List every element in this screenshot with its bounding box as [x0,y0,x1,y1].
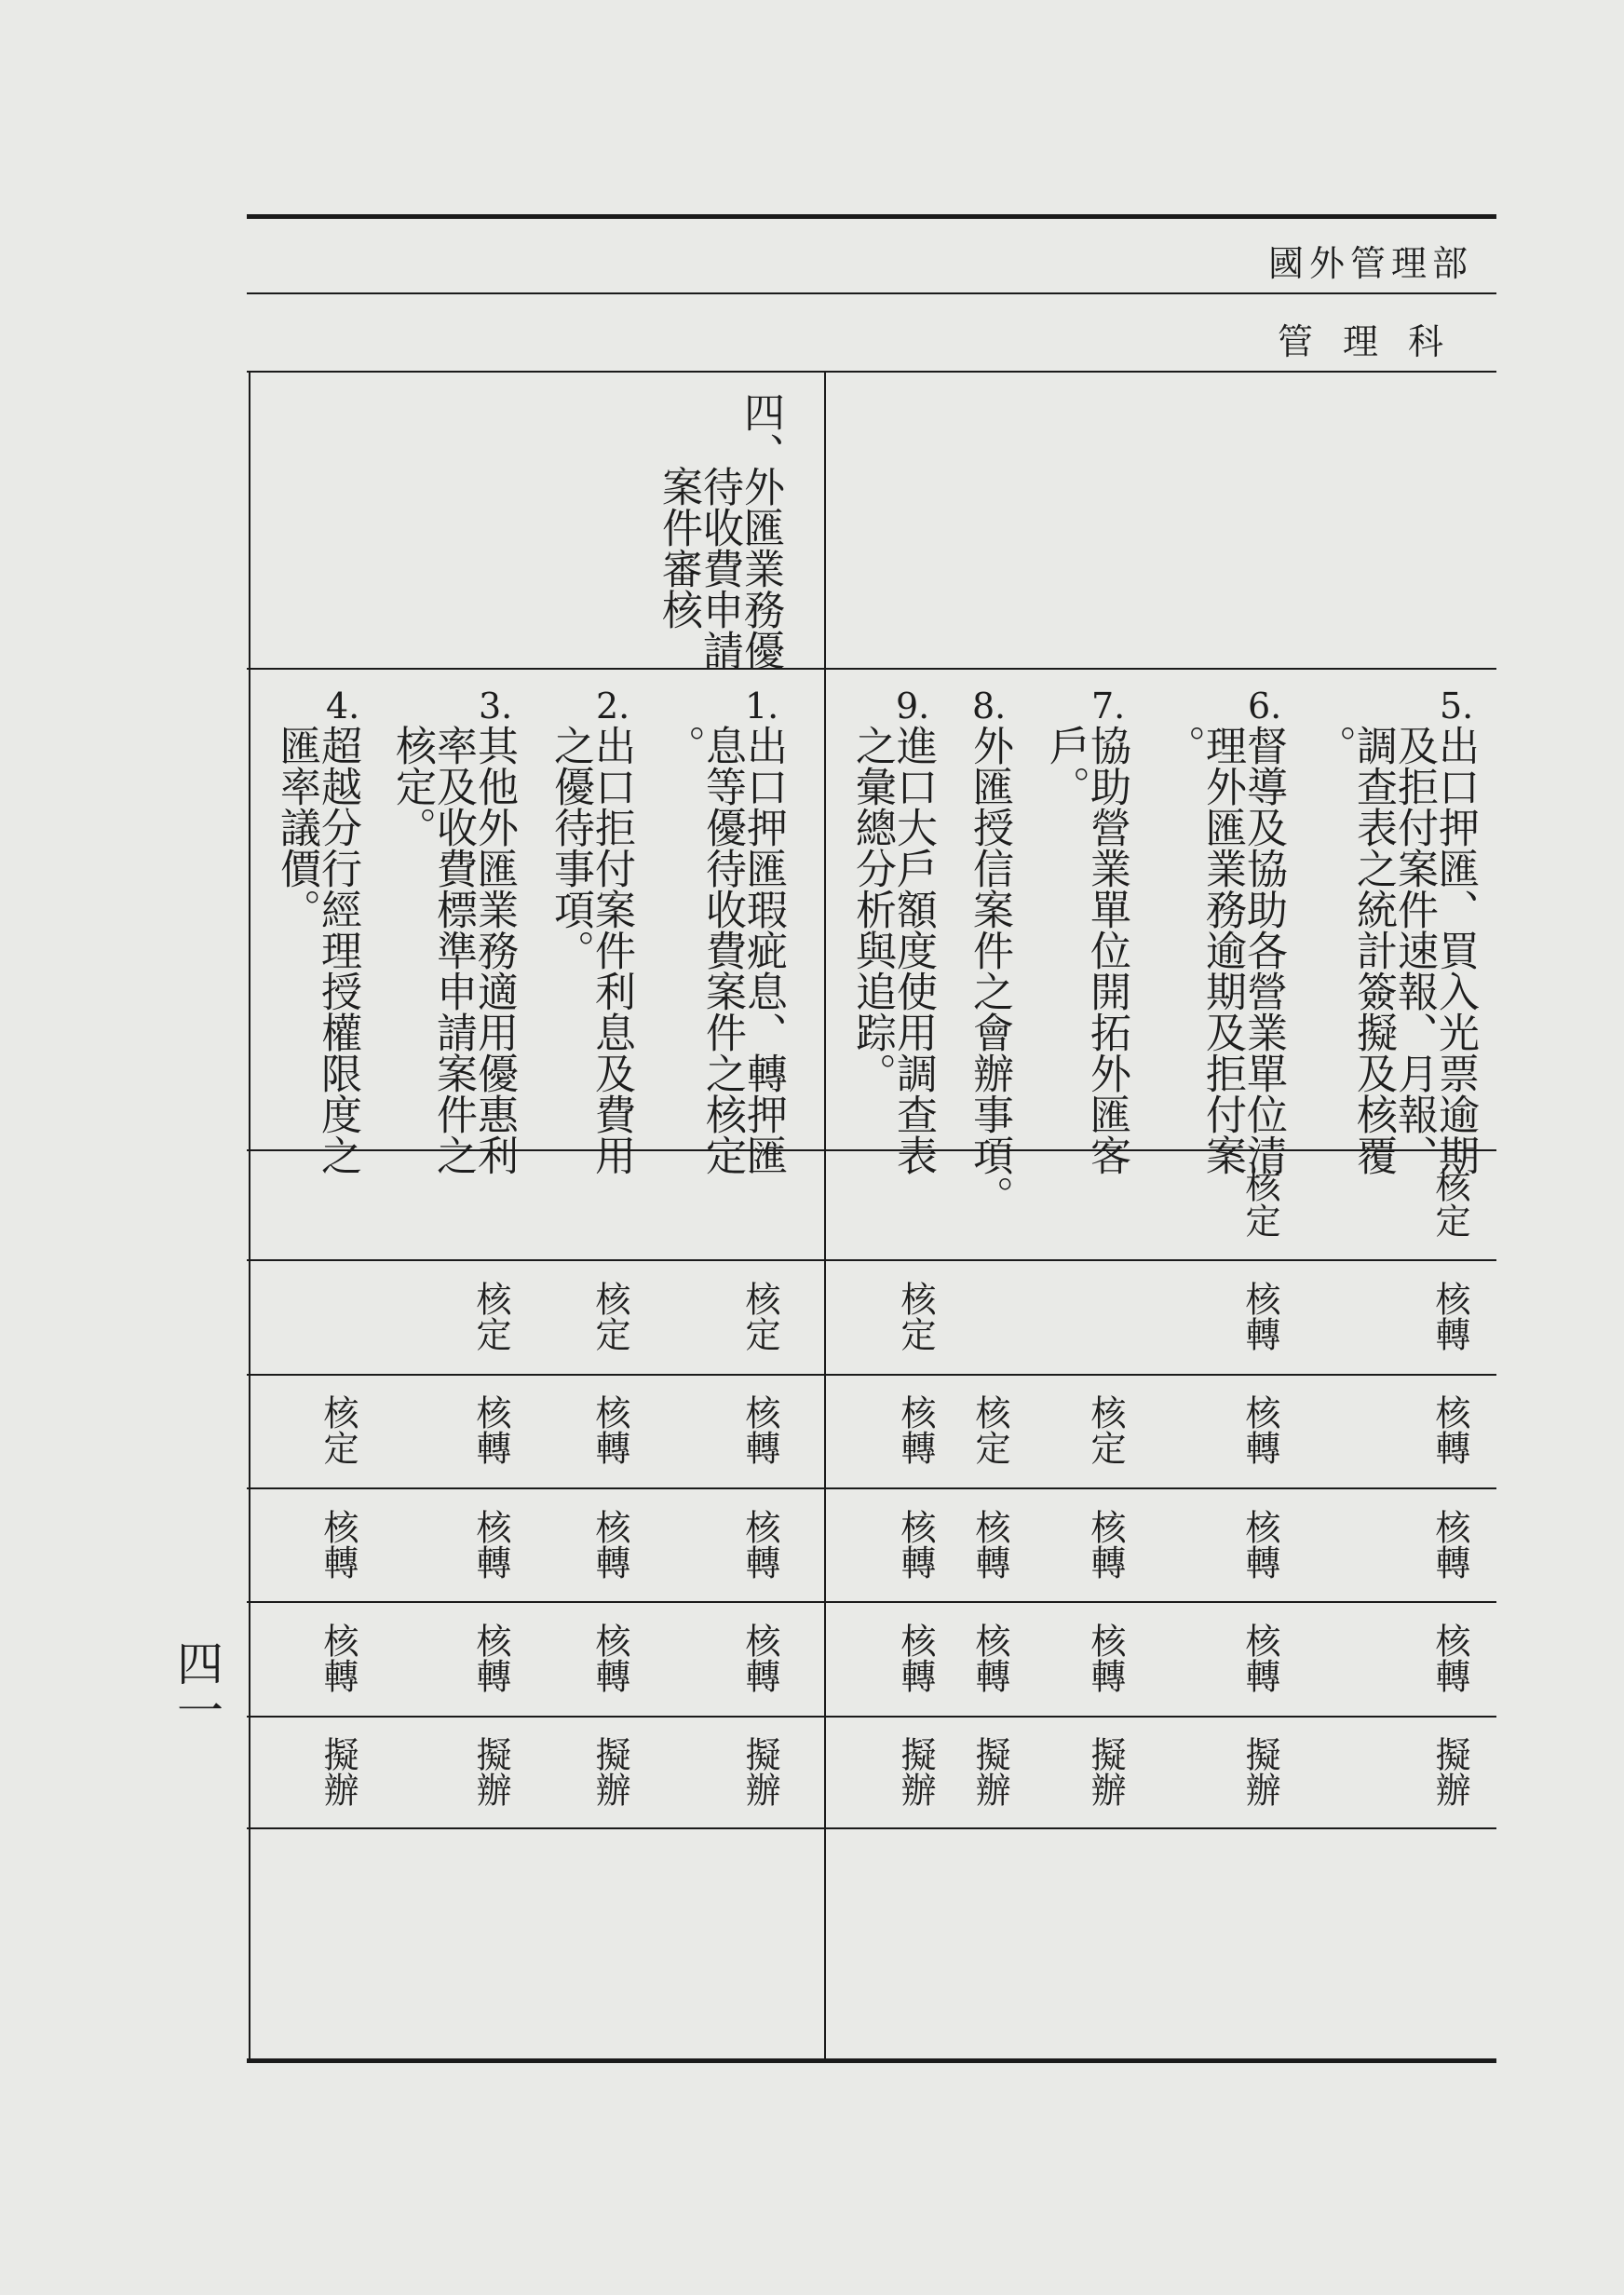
action-r3-item5: 核轉 [1429,1394,1470,1465]
rule-middle [824,371,826,2060]
action-r4-item1: 核轉 [739,1509,780,1580]
action-r1-item6: 核定 [1239,1167,1280,1238]
action-r6-item3: 擬辦 [470,1736,511,1807]
rule-after-section [247,371,1496,373]
action-r4-item4: 核轉 [318,1509,359,1580]
action-r2-item6: 核轉 [1239,1281,1280,1351]
category-title-line-1: 外匯業務優 [737,466,784,671]
item-3-line-2: 率及收費標準申請案件之 [429,725,477,1175]
item-6-number: 6. [1248,686,1282,727]
item-8-number: 8. [972,686,1007,727]
item-1-number: 1. [745,686,779,727]
item-4-number: 4. [326,686,360,727]
action-r5-item8: 核轉 [969,1623,1010,1693]
action-r6-item9: 擬辦 [895,1736,936,1807]
page-number: 四一 [169,1639,223,1732]
action-r3-item6: 核轉 [1239,1394,1280,1465]
item-3-number: 3. [479,686,513,727]
action-r2-item2: 核定 [589,1281,630,1351]
action-r6-item1: 擬辦 [739,1736,780,1807]
item-5-number: 5. [1440,686,1474,727]
item-7-number: 7. [1091,686,1126,727]
action-r4-item8: 核轉 [969,1509,1010,1580]
action-r5-item9: 核轉 [895,1623,936,1693]
action-r1-item5: 核定 [1429,1167,1470,1238]
section-heading: 管理科 [1277,321,1473,362]
item-2-number: 2. [596,686,630,727]
department-heading: 國外管理部 [1267,243,1473,284]
item-5-line-3: 調查表之統計簽擬及核覆 [1349,725,1397,1175]
action-r4-item9: 核轉 [895,1509,936,1580]
category-number: 四、 [737,391,784,473]
rule-row3 [247,1374,1496,1376]
action-r2-item1: 核定 [739,1281,780,1351]
item-3-line-1: 其他外匯業務適用優惠利 [470,725,518,1175]
action-r5-item6: 核轉 [1239,1623,1280,1693]
item-2-line-2: 之優待事項。 [547,725,594,971]
action-r3-item2: 核轉 [589,1394,630,1465]
item-1-line-3: 。 [657,725,705,766]
rule-row6 [247,1716,1496,1718]
action-r3-item8: 核定 [969,1394,1010,1465]
action-r4-item6: 核轉 [1239,1509,1280,1580]
action-r6-item4: 擬辦 [318,1736,359,1807]
rule-row7 [247,1827,1496,1829]
action-r6-item2: 擬辦 [589,1736,630,1807]
item-4-line-2: 匯率議價。 [273,725,320,930]
action-r2-item9: 核定 [895,1281,936,1351]
action-r5-item5: 核轉 [1429,1623,1470,1693]
category-title-line-2: 待收費申請 [696,466,743,671]
action-r2-item5: 核轉 [1429,1281,1470,1351]
item-6-line-2: 理外匯業務逾期及拒付案 [1198,725,1246,1175]
action-r5-item7: 核轉 [1085,1623,1126,1693]
action-r6-item5: 擬辦 [1429,1736,1470,1807]
item-5-line-2: 及拒付案件速報、月報、 [1390,725,1438,1175]
item-9-number: 9. [896,686,930,727]
action-r3-item3: 核轉 [470,1394,511,1465]
action-r6-item8: 擬辦 [969,1736,1010,1807]
action-r2-item3: 核定 [470,1281,511,1351]
action-r6-item7: 擬辦 [1085,1736,1126,1807]
item-4-line-1: 超越分行經理授權限度之 [314,725,361,1175]
action-r5-item1: 核轉 [739,1623,780,1693]
item-7-line-2: 戶。 [1042,725,1089,807]
action-r3-item7: 核定 [1085,1394,1126,1465]
item-2-line-1: 出口拒付案件利息及費用 [588,725,635,1175]
rule-row2 [247,1259,1496,1261]
action-r5-item2: 核轉 [589,1623,630,1693]
item-3-line-3: 核定。 [388,725,436,848]
rule-bottom [247,2058,1496,2063]
item-1-line-2: 息等優待收費案件之核定 [698,725,746,1175]
action-r3-item9: 核轉 [895,1394,936,1465]
action-r4-item3: 核轉 [470,1509,511,1580]
action-r4-item2: 核轉 [589,1509,630,1580]
item-5-line-4: 。 [1308,725,1356,766]
rule-after-department [247,292,1496,294]
item-5-line-1: 出口押匯、買入光票逾期 [1431,725,1479,1175]
rule-left [249,371,250,2060]
action-r5-item4: 核轉 [318,1623,359,1693]
rule-row5 [247,1601,1496,1603]
action-r4-item5: 核轉 [1429,1509,1470,1580]
item-6-line-1: 督導及協助各營業單位清 [1239,725,1287,1175]
item-8-line-1: 外匯授信案件之會辦事項。 [966,725,1013,1216]
action-r5-item3: 核轉 [470,1623,511,1693]
action-r3-item4: 核定 [318,1394,359,1465]
action-r4-item7: 核轉 [1085,1509,1126,1580]
item-7-line-1: 協助營業單位開拓外匯客 [1083,725,1130,1175]
rule-after-category [247,668,1496,670]
item-1-line-1: 出口押匯瑕疵息、轉押匯 [739,725,787,1175]
action-r3-item1: 核轉 [739,1394,780,1465]
item-9-line-2: 之彙總分析與追踪。 [848,725,896,1093]
item-6-line-3: 。 [1157,725,1205,766]
item-9-line-1: 進口大戶額度使用調查表 [889,725,937,1175]
rule-top [247,214,1496,219]
rule-row4 [247,1487,1496,1489]
action-r6-item6: 擬辦 [1239,1736,1280,1807]
category-title-line-3: 案件審核 [655,466,702,630]
